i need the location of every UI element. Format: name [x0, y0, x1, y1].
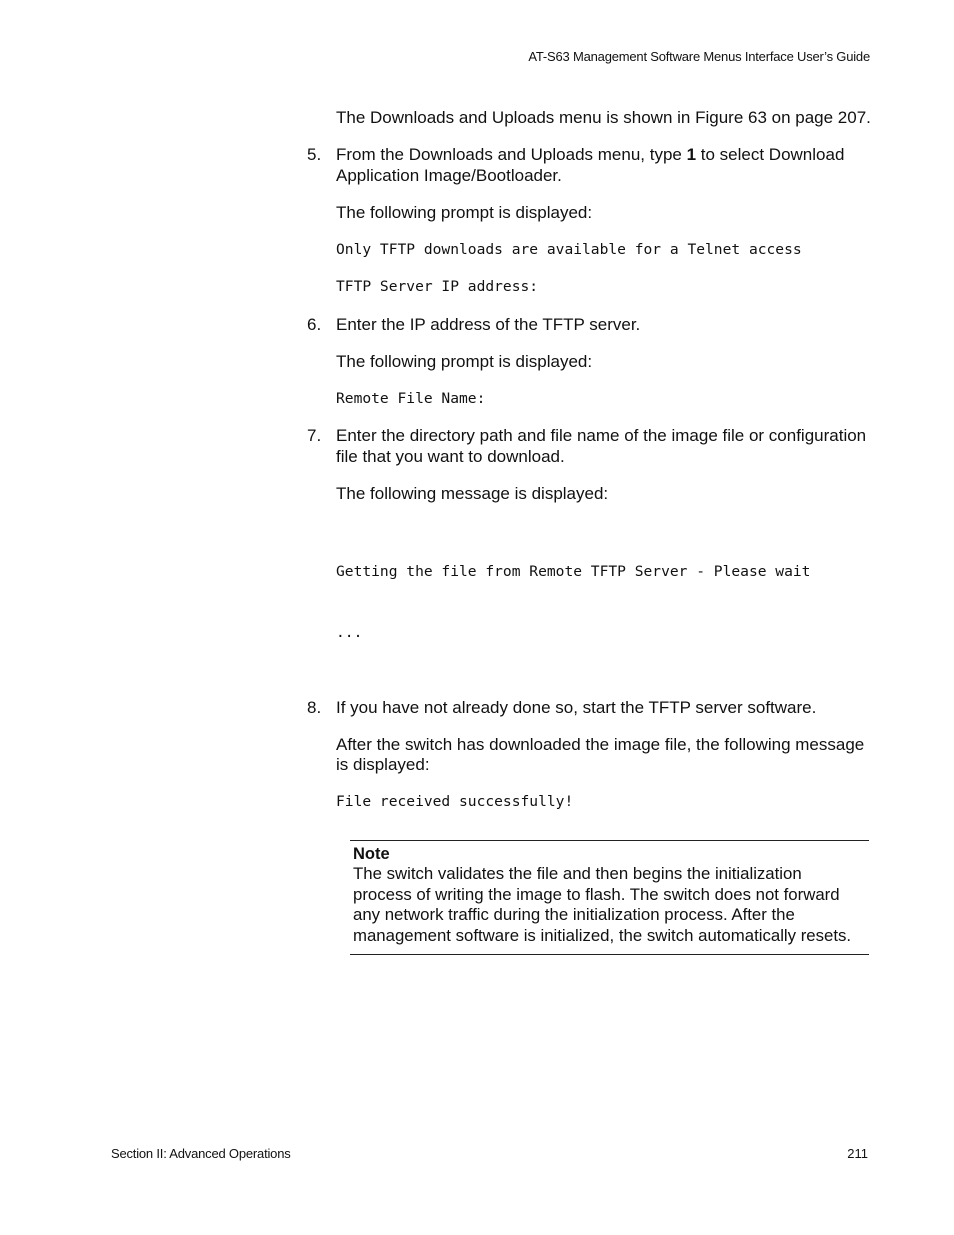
step-number: 8.	[307, 697, 322, 717]
step-5	[307, 145, 876, 186]
code-line: Remote File Name:	[336, 389, 486, 407]
page-number: 211	[847, 1146, 868, 1161]
followup-paragraph: The following message is displayed:	[336, 483, 609, 503]
step-bold-text: 1	[686, 145, 697, 164]
code-line: ...	[336, 624, 363, 641]
step-7	[307, 426, 876, 467]
followup-paragraph: The following prompt is displayed:	[336, 351, 593, 371]
step-text: From the Downloads and Uploads menu, type	[336, 145, 687, 164]
code-block	[336, 521, 876, 685]
step-text: Enter the directory path and file name of the image file or configuration file that you want to download.	[336, 426, 867, 466]
running-header: AT-S63 Management Software Menus Interface User’s Guide	[528, 49, 870, 64]
code-line: TFTP Server IP address:	[336, 278, 539, 295]
note-body: The switch validates the file and then begins the initialization process of writing the image to flash. The switch does not forward any network traffic during the initialization process. After the management software is initialized, the switch automatically resets.	[353, 864, 852, 945]
step-text: Enter the IP address of the TFTP server.	[336, 314, 641, 334]
step-number: 7.	[307, 426, 322, 445]
step-6	[307, 314, 876, 336]
step-text: If you have not already done so, start the TFTP server software.	[336, 697, 817, 717]
followup-paragraph: After the switch has downloaded the image file, the following message is displayed:	[336, 734, 865, 774]
main-content	[307, 108, 876, 955]
note-box	[350, 840, 869, 956]
step-8	[307, 697, 876, 719]
code-line: Only TFTP downloads are available for a Telnet access	[336, 240, 802, 258]
followup-paragraph: The following prompt is displayed:	[336, 202, 593, 222]
code-line: File received successfully!	[336, 793, 574, 810]
footer-section: Section II: Advanced Operations	[111, 1146, 291, 1161]
intro-paragraph: The Downloads and Uploads menu is shown in Figure 63 on page 207.	[336, 108, 871, 127]
step-text-continued: to select Download Application Image/Bootloader.	[336, 145, 845, 185]
note-title: Note	[353, 844, 390, 863]
step-number: 5.	[307, 145, 322, 164]
step-number: 6.	[307, 314, 322, 334]
code-line: Getting the file from Remote TFTP Server - Please wait	[336, 562, 811, 580]
